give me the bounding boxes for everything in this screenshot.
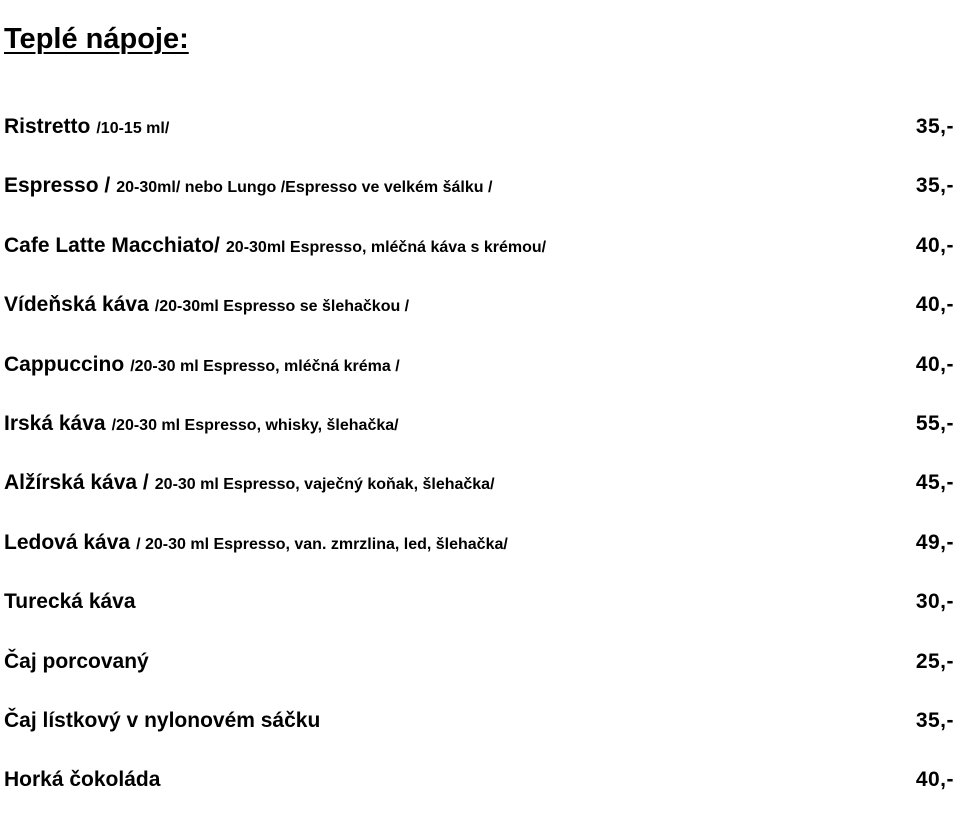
menu-item-turecka-kava — [4, 590, 954, 649]
item-text — [4, 412, 399, 436]
item-price: 35,- — [915, 174, 954, 198]
item-name: Espresso / — [4, 174, 111, 198]
page-title: Teplé nápoje: — [4, 23, 189, 56]
item-price: 45,- — [915, 471, 954, 495]
item-price: 25,- — [915, 649, 954, 673]
item-name: Cappuccino — [4, 352, 125, 376]
item-text — [4, 590, 136, 614]
item-price: 30,- — [915, 590, 954, 614]
menu-item-caj-porcovany — [4, 650, 954, 709]
item-price: 40,- — [915, 233, 954, 257]
item-text — [4, 531, 508, 555]
item-text — [4, 650, 149, 674]
item-price: 55,- — [915, 411, 954, 435]
item-description: 20-30ml Espresso, mléčná káva s krémou/ — [225, 238, 547, 256]
item-text — [4, 293, 409, 317]
menu-item-cappuccino — [4, 353, 954, 412]
item-text — [4, 234, 546, 258]
item-description: /20-30 ml Espresso, mléčná kréma / — [130, 357, 400, 375]
item-name: Čaj porcovaný — [4, 649, 149, 673]
menu-item-latte-macchiato — [4, 234, 954, 293]
item-price: 49,- — [915, 530, 954, 554]
item-description: /10-15 ml/ — [96, 120, 170, 137]
menu-item-caj-listkovy — [4, 709, 954, 768]
item-price: 40,- — [915, 293, 954, 317]
item-name: Turecká káva — [4, 590, 136, 614]
item-name: Cafe Latte Macchiato/ — [4, 233, 220, 257]
drinks-menu — [4, 115, 954, 828]
item-text — [4, 768, 160, 792]
menu-item-ledova-kava — [4, 531, 954, 590]
menu-item-espresso — [4, 174, 954, 233]
item-description: /20-30ml Espresso se šlehačkou / — [154, 298, 410, 316]
item-name: Alžírská káva / — [4, 471, 149, 495]
item-price: 35,- — [915, 115, 954, 138]
item-text — [4, 174, 492, 198]
item-description: /20-30 ml Espresso, whisky, šlehačka/ — [111, 416, 399, 434]
item-description: / 20-30 ml Espresso, van. zmrzlina, led, šlehačka/ — [136, 535, 508, 553]
item-text — [4, 471, 495, 495]
item-price: 35,- — [915, 708, 954, 732]
menu-item-horka-cokolada — [4, 768, 954, 827]
item-name: Čaj lístkový v nylonovém sáčku — [4, 708, 321, 732]
item-text — [4, 353, 400, 377]
item-price: 40,- — [915, 352, 954, 376]
menu-item-irska-kava — [4, 412, 954, 471]
item-name: Vídeňská káva — [4, 293, 149, 317]
menu-item-ristretto — [4, 115, 954, 174]
item-text — [4, 709, 320, 733]
item-text — [4, 115, 169, 139]
item-name: Ledová káva — [4, 530, 131, 554]
item-description: 20-30 ml Espresso, vaječný koňak, šlehačka/ — [154, 476, 495, 494]
menu-item-videnska-kava — [4, 293, 954, 352]
menu-item-alzirska-kava — [4, 471, 954, 530]
item-name: Irská káva — [4, 411, 106, 435]
item-name: Ristretto — [4, 115, 91, 138]
item-price: 40,- — [915, 768, 954, 792]
item-description: 20-30ml/ nebo Lungo /Espresso ve velkém šálku / — [116, 179, 493, 197]
item-name: Horká čokoláda — [4, 768, 161, 792]
